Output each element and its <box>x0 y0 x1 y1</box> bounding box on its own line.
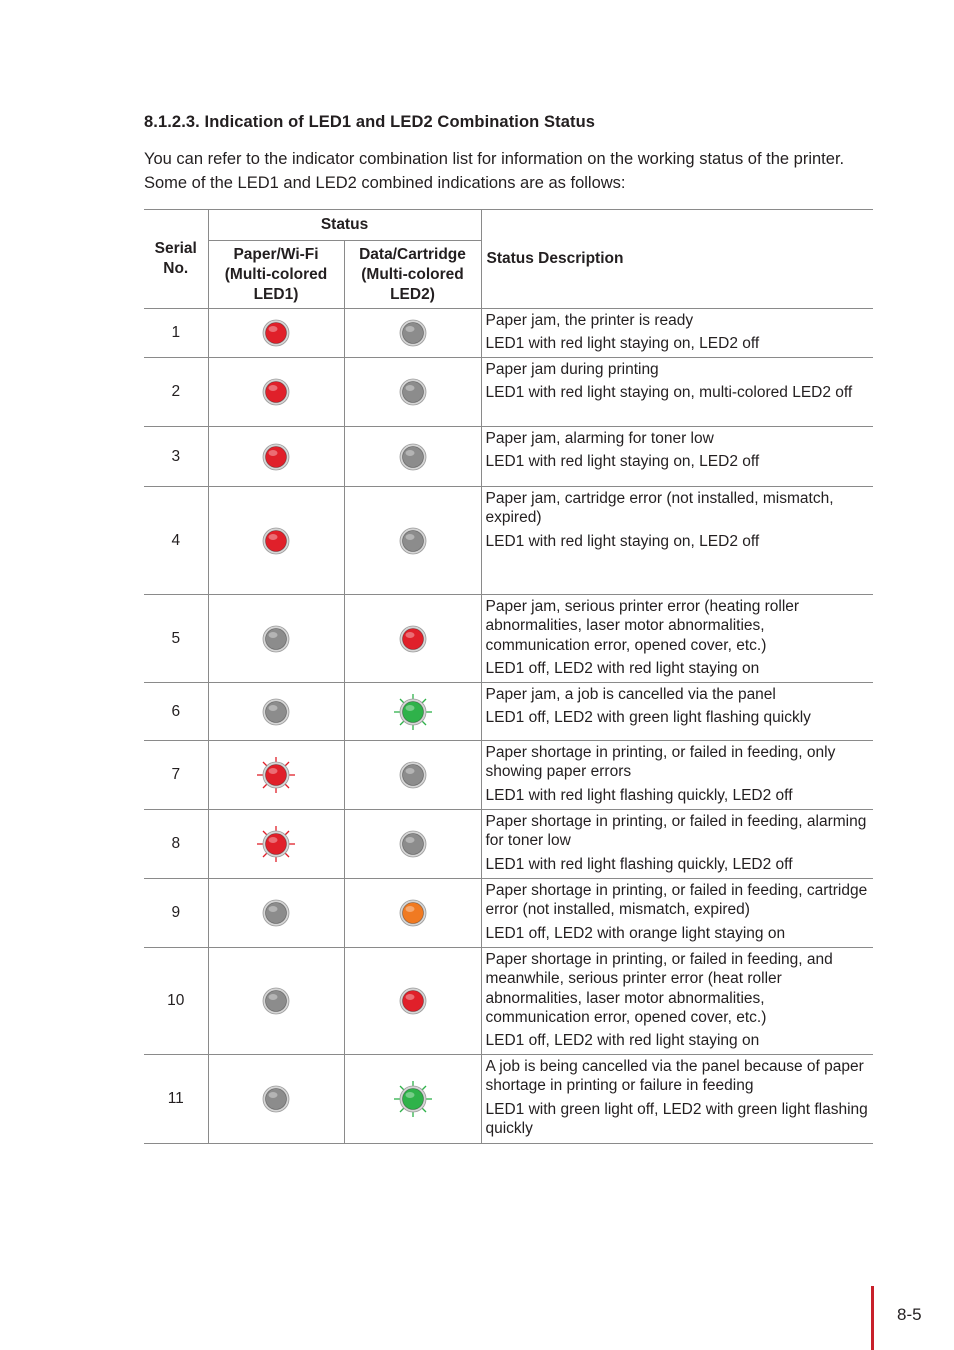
led1-cell <box>208 358 344 427</box>
description-line: LED1 with red light staying on, LED2 off <box>485 335 760 353</box>
status-description <box>481 741 873 810</box>
serial-number: 9 <box>144 879 208 948</box>
description-line: LED1 with green light off, LED2 with green light flashing quickly <box>485 1100 868 1137</box>
status-description <box>481 683 873 741</box>
header-serial: Serial No. <box>144 210 208 309</box>
led2-cell <box>344 683 481 741</box>
intro-paragraph: You can refer to the indicator combination list for information on the working status of the printer. Some of the LED1 and LED2 combined indications are as follows: <box>144 150 845 192</box>
led1-cell <box>208 487 344 595</box>
description-line: Paper jam, a job is cancelled via the panel <box>485 686 776 703</box>
serial-number: 1 <box>144 309 208 358</box>
table-row <box>144 427 873 487</box>
serial-number: 5 <box>144 595 208 683</box>
status-description <box>481 1055 873 1144</box>
status-description <box>481 358 873 427</box>
table-row <box>144 683 873 741</box>
description-line: LED1 off, LED2 with red light staying on <box>485 1032 760 1050</box>
led-red-on-icon <box>388 981 438 1021</box>
led-off-icon <box>251 893 301 933</box>
led-red-on-icon <box>251 372 301 412</box>
description-line: LED1 with red light flashing quickly, LED2 off <box>485 786 793 804</box>
table-row <box>144 948 873 1055</box>
header-description: Status Description <box>481 210 873 309</box>
led-off-icon <box>251 981 301 1021</box>
description-line: Paper jam, alarming for toner low <box>485 430 714 447</box>
led-red-flash-icon <box>251 824 301 864</box>
description-line: Paper jam, serious printer error (heating roller abnormalities, laser motor abnormalities, communication error, opened cover, etc.) <box>485 598 800 654</box>
status-description <box>481 595 873 683</box>
description-line: Paper jam, cartridge error (not installed, mismatch, expired) <box>485 490 834 527</box>
page-number: 8-5 <box>897 1305 922 1324</box>
serial-number: 6 <box>144 683 208 741</box>
serial-number: 4 <box>144 487 208 595</box>
status-description <box>481 309 873 358</box>
led2-cell <box>344 741 481 810</box>
led2-cell <box>344 427 481 487</box>
table-row <box>144 309 873 358</box>
status-description <box>481 948 873 1055</box>
led2-cell <box>344 948 481 1055</box>
table-body <box>144 309 873 1144</box>
led-off-icon <box>388 824 438 864</box>
led-red-on-icon <box>388 619 438 659</box>
status-description <box>481 810 873 879</box>
serial-number: 2 <box>144 358 208 427</box>
led1-cell <box>208 948 344 1055</box>
led1-cell <box>208 879 344 948</box>
header-status: Status <box>208 210 481 241</box>
led-off-icon <box>388 372 438 412</box>
led1-cell <box>208 683 344 741</box>
section-heading: 8.1.2.3. Indication of LED1 and LED2 Combination Status <box>144 113 596 131</box>
status-description <box>481 487 873 595</box>
table-row <box>144 595 873 683</box>
led-red-flash-icon <box>251 755 301 795</box>
led1-cell <box>208 741 344 810</box>
status-description <box>481 427 873 487</box>
serial-number: 7 <box>144 741 208 810</box>
led-off-icon <box>251 1079 301 1119</box>
table-row <box>144 487 873 595</box>
led-off-icon <box>251 619 301 659</box>
description-line: LED1 off, LED2 with green light flashing quickly <box>485 709 811 727</box>
description-line: Paper jam during printing <box>485 361 659 378</box>
led-off-icon <box>388 521 438 561</box>
page-accent-bar <box>871 1286 874 1350</box>
led2-cell <box>344 309 481 358</box>
led-status-table <box>144 209 873 1144</box>
led-red-on-icon <box>251 313 301 353</box>
led2-cell <box>344 358 481 427</box>
description-line: LED1 with red light staying on, LED2 off <box>485 532 760 550</box>
led-off-icon <box>388 437 438 477</box>
serial-number: 8 <box>144 810 208 879</box>
description-line: Paper shortage in printing, or failed in feeding, cartridge error (not installed, mismatch, expired) <box>485 882 868 919</box>
led1-cell <box>208 1055 344 1144</box>
description-line: Paper jam, the printer is ready <box>485 312 694 329</box>
led-green-flash-icon <box>388 1079 438 1119</box>
serial-number: 11 <box>144 1055 208 1144</box>
table-row <box>144 358 873 427</box>
led-orange-on-icon <box>388 893 438 933</box>
led1-cell <box>208 309 344 358</box>
led1-cell <box>208 810 344 879</box>
led-green-flash-icon <box>388 692 438 732</box>
table-row <box>144 879 873 948</box>
description-line: LED1 with red light staying on, LED2 off <box>485 453 760 471</box>
header-led2: Data/Cartridge (Multi-colored LED2) <box>344 241 481 309</box>
led2-cell <box>344 1055 481 1144</box>
led-off-icon <box>388 755 438 795</box>
serial-number: 10 <box>144 948 208 1055</box>
description-line: Paper shortage in printing, or failed in feeding, only showing paper errors <box>485 744 836 781</box>
description-line: LED1 off, LED2 with red light staying on <box>485 659 760 677</box>
led-off-icon <box>251 692 301 732</box>
table-row <box>144 1055 873 1144</box>
status-description <box>481 879 873 948</box>
led2-cell <box>344 879 481 948</box>
table-row <box>144 810 873 879</box>
led-red-on-icon <box>251 437 301 477</box>
description-line: A job is being cancelled via the panel because of paper shortage in printing or failure in feeding <box>485 1058 864 1095</box>
description-line: LED1 with red light flashing quickly, LED2 off <box>485 855 793 873</box>
led-off-icon <box>388 313 438 353</box>
serial-number: 3 <box>144 427 208 487</box>
description-line: Paper shortage in printing, or failed in feeding, and meanwhile, serious printer error (heat roller abnormalities, laser motor abnormalities, communication error, opened cover, etc.) <box>485 951 833 1026</box>
description-line: Paper shortage in printing, or failed in feeding, alarming for toner low <box>485 813 867 850</box>
led1-cell <box>208 427 344 487</box>
led2-cell <box>344 487 481 595</box>
header-led1: Paper/Wi-Fi (Multi-colored LED1) <box>208 241 344 309</box>
led2-cell <box>344 595 481 683</box>
description-line: LED1 with red light staying on, multi-colored LED2 off <box>485 384 853 402</box>
table-row <box>144 741 873 810</box>
led-red-on-icon <box>251 521 301 561</box>
description-line: LED1 off, LED2 with orange light staying on <box>485 924 786 942</box>
led2-cell <box>344 810 481 879</box>
led1-cell <box>208 595 344 683</box>
